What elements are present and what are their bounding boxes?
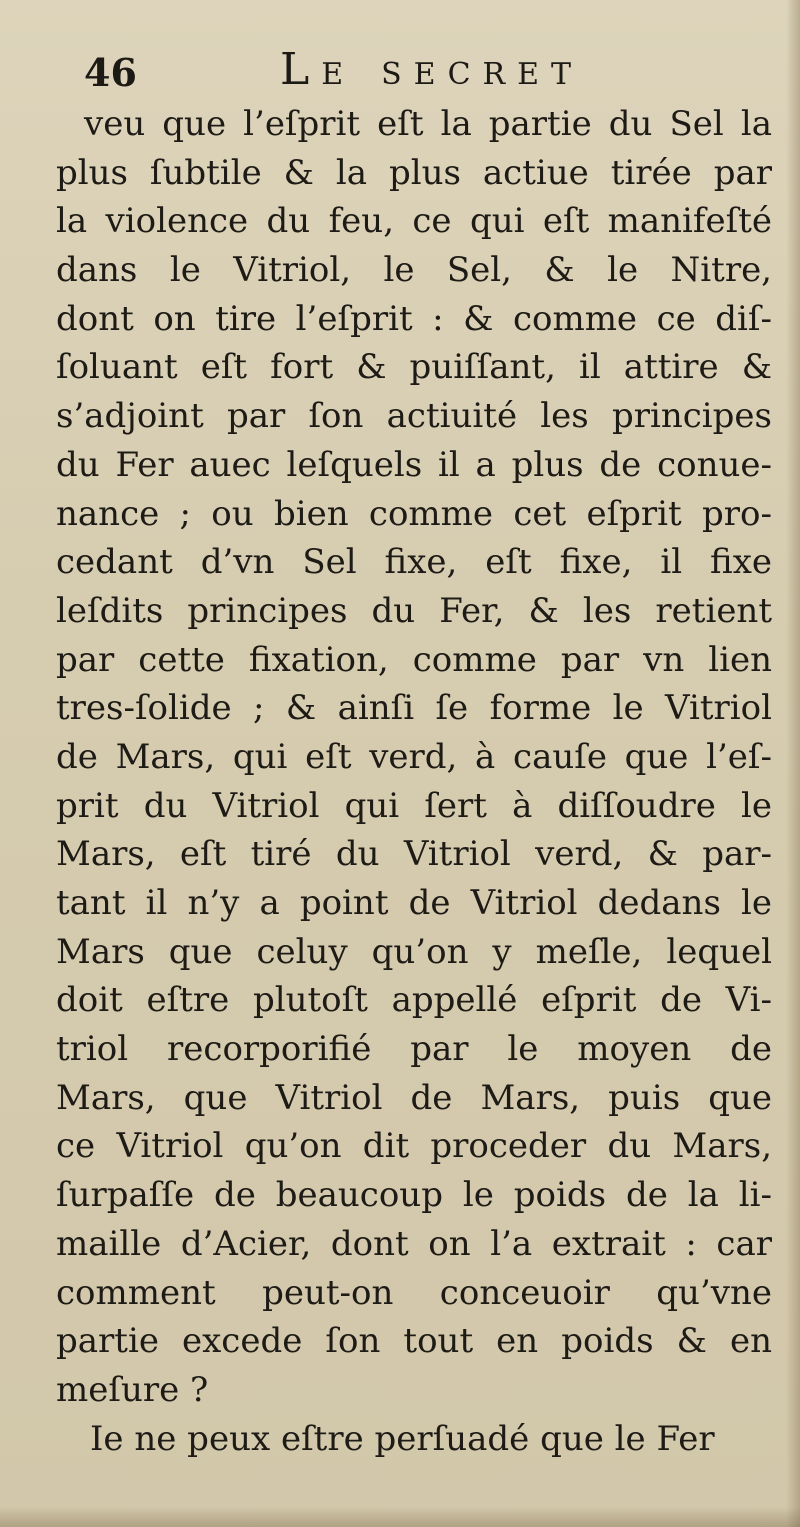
text-line: dont on tire l’eſprit : & comme ce diſ-: [56, 298, 772, 339]
text-line: tant il n’y a point de Vitriol dedans le: [56, 883, 772, 923]
running-title-small-letter: E: [321, 57, 356, 92]
text-line: Mars, que Vitriol de Mars, puis que: [56, 1077, 772, 1118]
text-line: dans le Vitriol, le Sel, & le Nitre,: [56, 250, 772, 291]
text-line: ſoluant eſt fort & puiſſant, il attire &: [56, 347, 772, 388]
text-line: meſure ?: [56, 1369, 209, 1410]
text-line: leſdits principes du Fer, & les retient: [56, 590, 772, 631]
running-title-initial: L: [280, 44, 322, 95]
text-line: prit du Vitriol qui ſert à diſſoudre le: [56, 785, 772, 826]
text-line: maille d’Acier, dont on l’a extrait : car: [56, 1223, 772, 1264]
text-line: de Mars, qui eſt verd, à cauſe que l’eſ-: [56, 736, 772, 777]
text-line: nance ; ou bien comme cet eſprit pro-: [56, 493, 772, 534]
text-line: cedant d’vn Sel fixe, eſt fixe, il fixe: [56, 542, 772, 583]
text-line: la violence du feu, ce qui eſt manifeſté: [56, 201, 772, 242]
text-line: veu que l’eſprit eſt la partie du Sel la: [84, 104, 772, 144]
page-header: [84, 44, 764, 100]
paragraph-start-line: Ie ne peux eſtre perſuadé que le Fer: [90, 1418, 715, 1459]
page-edge-shadow: [786, 0, 800, 1527]
text-line: du Fer auec leſquels il a plus de conue-: [56, 444, 772, 485]
running-title: [280, 44, 583, 95]
body-text: [56, 100, 772, 1463]
text-line: par cette fixation, comme par vn lien: [56, 639, 772, 680]
text-line: partie excede ſon tout en poids & en: [56, 1321, 772, 1362]
text-line: comment peut-on conceuoir qu’vne: [56, 1272, 772, 1313]
text-line: ce Vitriol qu’on dit proceder du Mars,: [56, 1126, 772, 1167]
text-line: tres-ſolide ; & ainſi ſe forme le Vitriol: [56, 688, 772, 729]
text-line: ſurpaſſe de beaucoup le poids de la li-: [56, 1175, 772, 1216]
running-title-rest: SECRET: [381, 57, 584, 92]
text-line: Mars que celuy qu’on y meſle, lequel: [56, 931, 772, 972]
text-line: s’adjoint par ſon actiuité les principes: [56, 396, 772, 437]
text-line: plus ſubtile & la plus actiue tirée par: [56, 152, 772, 193]
page-number: 46: [84, 50, 137, 95]
page-bottom-shadow: [0, 1507, 800, 1527]
text-line: triol recorporifié par le moyen de: [56, 1029, 772, 1070]
text-line: Mars, eſt tiré du Vitriol verd, & par-: [56, 834, 772, 875]
text-line: doit eſtre plutoſt appellé eſprit de Vi-: [56, 980, 772, 1021]
